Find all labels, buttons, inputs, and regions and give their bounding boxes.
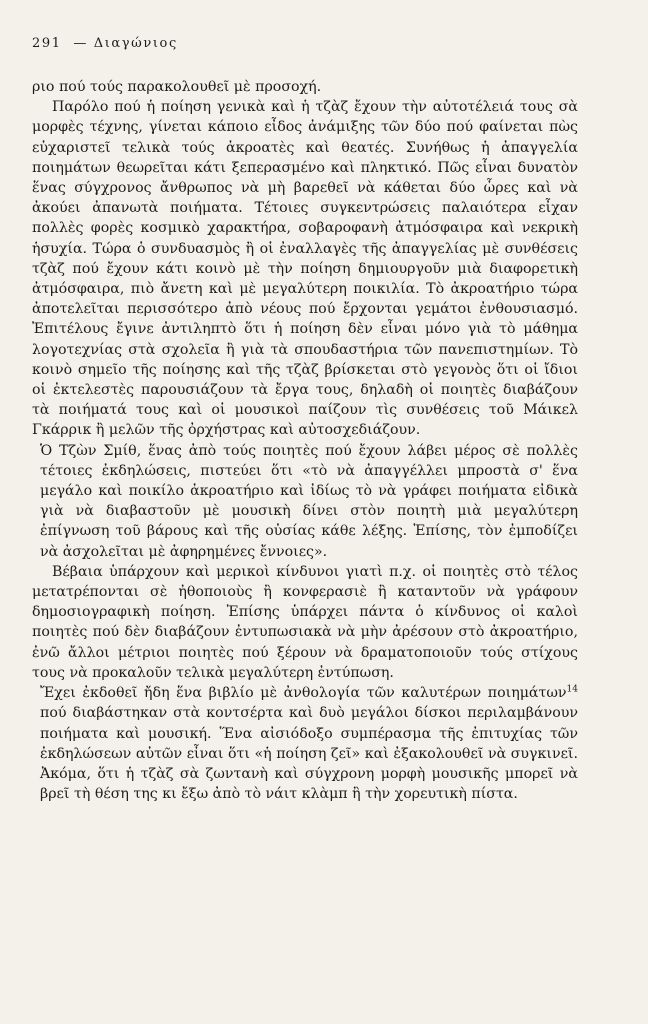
journal-title: Διαγώνιος — [93, 36, 178, 51]
paragraph-poetry-jazz-mix: Παρόλο πού ἡ ποίηση γενικὰ καὶ ἡ τζὰζ ἔχουν τὴν αὐτοτέλειά τους σὰ μορφὲς τέχνης, γίνεται κάποιο εἶδος ἀνάμιξης τῶν δύο πού φαίνεται πὼς εὐχαριστεῖ τελικὰ τούς ἀκροατὲς καὶ θεατές. Συνήθως ἡ ἀπαγγελία ποιημάτων θεωρεῖται κάτι ξεπερασμένο καὶ πληκτικό. Πῶς εἶναι δυνατὸν ἕνας σύγχρονος ἄνθρωπος νὰ μὴ βαρεθεῖ νὰ κάθεται δύο ὧρες καὶ νὰ ἀκούει ἀπανωτὰ ποιήματα. Τέτοιες συγκεντρώσεις παλαιότερα εἶχαν πολλὲς φορὲς κοσμικὸ χαρακτήρα, σοβαροφανὴ ἀτμόσφαιρα καὶ νεκρικὴ ἡσυχία. Τώρα ὁ συνδυασμὸς ἢ οἱ ἐναλλαγὲς τῆς ἀπαγγελίας μὲ συνθέσεις τζὰζ πού ἔχουν κάτι κοινὸ μὲ τὴν ποίηση δημιουργοῦν μιὰ διαφορετικὴ ἀτμόσφαιρα, πιὸ ἄνετη καὶ μὲ μεγαλύτερη ποικιλία. Τὸ ἀκροατήριο τώρα ἀποτελεῖται περισσότερο ἀπὸ νέους πού ἔρχονται γεμάτοι ἐνθουσιασμό. Ἐπιτέλους ἔγινε ἀντιληπτὸ ὅτι ἡ ποίηση δὲν εἶναι μόνο γιὰ τὸ μάθημα λογοτεχνίας στὰ σχολεῖα ἢ γιὰ τὰ σπουδαστήρια τῶν πανεπιστημίων. Τὸ κοινὸ σημεῖο τῆς ποίησης καὶ τῆς τζὰζ βρίσκεται στὸ γεγονὸς ὅτι οἱ ἴδιοι οἱ ἐκτελεστὲς παρουσιάζουν τὰ ἔργα τους, δηλαδὴ οἱ ποιητὲς διαβάζουν τὰ ποιήματά τους καὶ οἱ μουσικοὶ παίζουν τὶς συνθέσεις τοῦ Μάικελ Γκάρρικ ἢ μελῶν τῆς ὀρχήστρας καὶ αὐτοσχεδιάζουν. — [32, 99, 578, 439]
page-number: 291 — [32, 36, 62, 51]
anthology-text-before: Ἔχει ἐκδοθεῖ ἤδη ἕνα βιβλίο μὲ ἀνθολογία τῶν καλυτέρων ποιημάτων — [40, 685, 567, 702]
paragraph-anthology — [32, 683, 578, 804]
header-dash: — — [73, 36, 88, 51]
body-text — [32, 77, 578, 804]
paragraph-john-smith-quote: Ὁ Τζὼν Σμίθ, ἕνας ἀπὸ τούς ποιητὲς πού ἔχουν λάβει μέρος σὲ πολλὲς τέτοιες ἐκδηλώσεις, πιστεύει ὅτι «τὸ νὰ ἀπαγγέλλει μπροστὰ σ' ἕνα μεγάλο καὶ ποικίλο ἀκροατήριο καὶ ἰδίως τὸ νὰ γράφει ποιήματα εἰδικὰ γιὰ νὰ διαβαστοῦν μὲ μουσικὴ δίνει στὸν ποιητὴ μιὰ μεγαλύτερη ἐπίγνωση τοῦ βάρους καὶ τῆς οὐσίας κάθε λέξης. Ἐπίσης, τὸν ἐμποδίζει νὰ ἀσχολεῖται μὲ ἀφηρημένες ἔννοιες». — [40, 442, 578, 560]
paragraph-dangers: Βέβαια ὑπάρχουν καὶ μερικοὶ κίνδυνοι γιατὶ π.χ. οἱ ποιητὲς στὸ τέλος μετατρέπονται σὲ ἠθοποιοὺς ἢ κονφερασιὲ ἢ καταντοῦν νὰ γράφουν δημοσιογραφικὴ ποίηση. Ἐπίσης ὑπάρχει πάντα ὁ κίνδυνος οἱ καλοὶ ποιητὲς πού δὲν διαβάζουν ἐντυπωσιακὰ νὰ μὴν ἀρέσουν στὸ ἀκροατήριο, ἐνῶ ἄλλοι μέτριοι ποιητὲς πού ξέρουν νὰ δραματοποιοῦν τούς στίχους τους νὰ προκαλοῦν τελικὰ μεγαλύτερη ἐντύπωση. — [32, 563, 578, 681]
anthology-text-after: πού διαβάστηκαν στὰ κοντσέρτα καὶ δυὸ μεγάλοι δίσκοι περιλαμβάνουν ποιήματα καὶ μουσική. Ἕνα αἰσιόδοξο συμπέρασμα τῆς ἐπιτυχίας τῶν ἐκδηλώσεων αὐτῶν εἶναι ὅτι «ἡ ποίηση ζεῖ» καὶ ἐξακολουθεῖ νὰ συγκινεῖ. Ἀκόμα, ὅτι ἡ τζὰζ σὰ ζωντανὴ καὶ σύγχρονη μορφὴ μουσικῆς μπορεῖ νὰ βρεῖ τὴ θέση της κι ἔξω ἀπὸ τὸ νάιτ κλὰμπ ἢ τὴν χορευτικὴ πίστα. — [40, 705, 578, 803]
footnote-marker: 14 — [566, 684, 578, 695]
paragraph-continuation: ριο πού τούς παρακολουθεῖ μὲ προσοχή. — [32, 79, 322, 95]
running-header — [32, 36, 578, 51]
